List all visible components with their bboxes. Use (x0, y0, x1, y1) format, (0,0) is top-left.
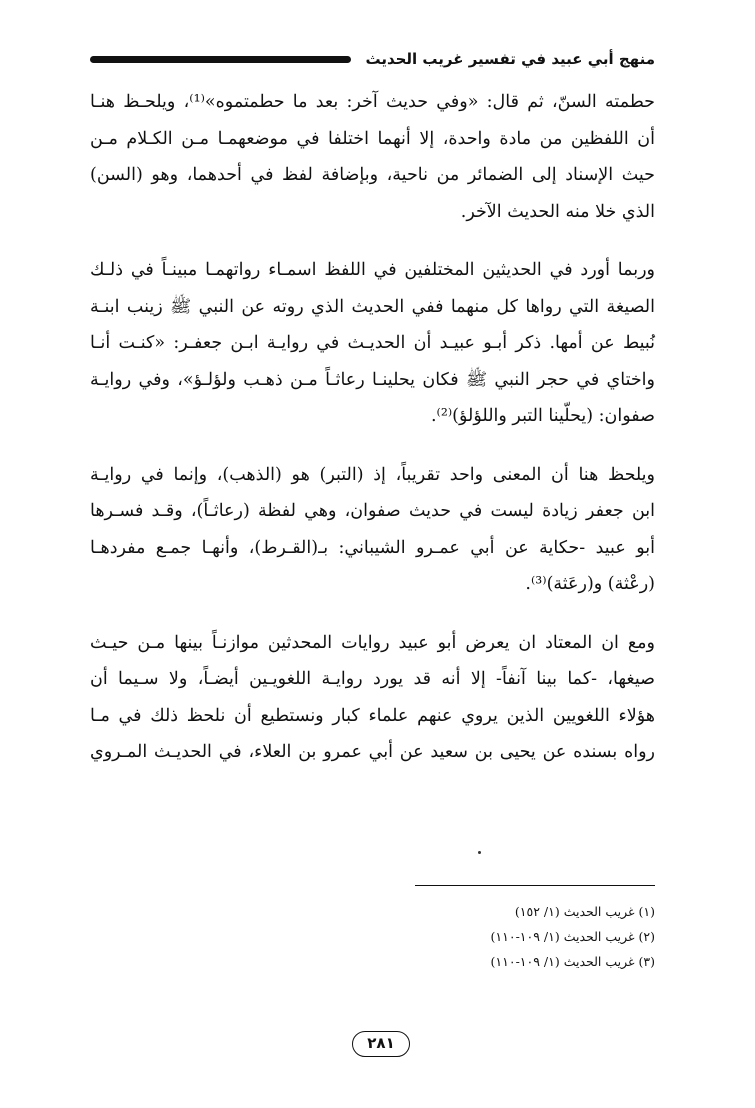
text-line: حيث الإسناد إلى الضمائر من ناحية، وبإضافة لفظ في أحدهما، وهو (السن) (90, 165, 655, 185)
footnote-2: (٢) غريب الحديث (١/ ١٠٩-١١٠) (490, 929, 655, 944)
header-rule (90, 56, 351, 63)
text-line: (رعْثة) و(رعَثة)⁽³⁾. (525, 574, 655, 594)
paragraph-1 (90, 84, 655, 230)
text-line: صفوان: (يحلّينا التبر واللؤلؤ)⁽²⁾. (430, 406, 655, 426)
text-line: أبو عبيد -حكاية عن أبي عمـرو الشيباني: بـ(القـرط)، وأنهـا جمـع مفردهـا (90, 537, 655, 558)
footnote-separator (415, 885, 655, 886)
text-line: نُبيط عن أمها. ذكر أبـو عبيـد أن الحديـث في روايـة ابـن جعفـر: «كنـت أنـا (90, 333, 655, 353)
text-line: هؤلاء اللغويين الذين يروي عنهم علماء كبار ونستطيع أن نلحظ ذلك في مـا (90, 705, 655, 726)
text-line: أن اللفظين من مادة واحدة، إلا أنهما اختلفا في موضعهمـا مـن الكـلام مـن (90, 128, 655, 149)
footnote-3: (٣) غريب الحديث (١/ ١٠٩-١١٠) (490, 954, 655, 969)
print-speck (478, 851, 481, 854)
body-text (90, 84, 655, 793)
text-line: صيغها، -كما بينا آنفاً- إلا أنه قد يورد روايـة اللغويـين أيضـاً، ولا سـيما أن (90, 669, 655, 689)
text-line: ابن جعفر زيادة ليست في حديث صفوان، وهي لفظة (رعاثـاً)، وقـد فسـرها (90, 501, 655, 521)
footnotes (355, 899, 655, 974)
text-line: وربما أورد في الحديثين المختلفين في اللفظ اسمـاء رواتهمـا مبينـاً في ذلـك (90, 260, 655, 280)
header-title: منهج أبي عبيد في تفسير غريب الحديث (365, 50, 655, 68)
paragraph-3 (90, 457, 655, 603)
paragraph-2 (90, 252, 655, 435)
footnote-1: (١) غريب الحديث (١/ ١٥٢) (514, 904, 655, 919)
text-line: واختاي في حجر النبي ﷺ فكان يحلينـا رعاثـاً مـن ذهـب ولؤلـؤ»، وفي روايـة (90, 369, 655, 390)
page-number: ٢٨١ (352, 1031, 410, 1057)
text-line: حطمته السنّ، ثم قال: «وفي حديث آخر: بعد ما حطمتموه»⁽¹⁾، ويلحـظ هنـا (90, 92, 655, 112)
paragraph-4 (90, 625, 655, 771)
text-line: الذي خلا منه الحديث الآخر. (460, 201, 655, 222)
text-line: الصيغة التي رواها كل منهما ففي الحديث الذي روته عن النبي ﷺ زينب ابنـة (90, 296, 655, 317)
text-line: رواه بسنده عن يحيى بن سعيد عن أبي عمرو بن العلاء، في الحديـث المـروي (90, 742, 655, 762)
text-line: ويلحظ هنا أن المعنى واحد تقريباً، إذ (التبر) هو (الذهب)، وإنما في روايـة (90, 464, 655, 485)
text-line: ومع ان المعتاد ان يعرض أبو عبيد روايات المحدثين موازنـاً بينها مـن حيـث (90, 632, 655, 653)
running-header (90, 44, 655, 74)
